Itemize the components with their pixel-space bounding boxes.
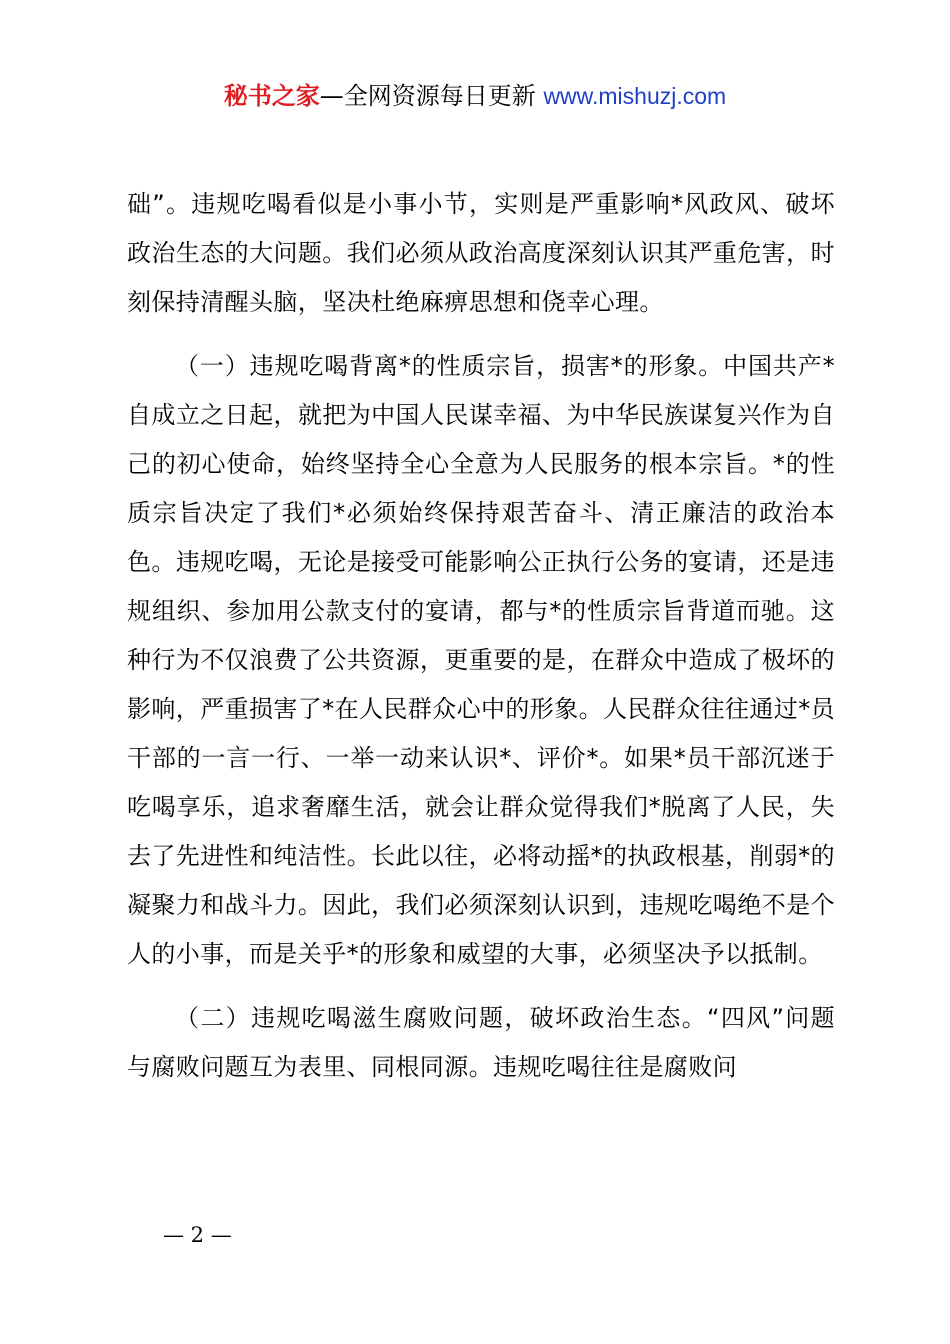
site-tagline: —全网资源每日更新 [319, 82, 544, 110]
paragraph-continuation: 础”。违规吃喝看似是小事小节，实则是严重影响*风政风、破坏政治生态的大问题。我们必须从政治高度深刻认识其严重危害，时刻保持清醒头脑，坚决杜绝麻痹思想和侥幸心理。 [127, 190, 835, 316]
site-url-link[interactable]: www.mishuzj.com [543, 83, 727, 109]
document-body [127, 180, 835, 1092]
paragraph-section-one: （一）违规吃喝背离*的性质宗旨，损害*的形象。中国共产*自成立之日起，就把为中国人民谋幸福、为中华民族谋复兴作为自己的初心使命，始终坚持全心全意为人民服务的根本宗旨。*的性质宗旨决定了我们*必须始终保持艰苦奋斗、清正廉洁的政治本色。违规吃喝，无论是接受可能影响公正执行公务的宴请，还是违规组织、参加用公款支付的宴请，都与*的性质宗旨背道而驰。这种行为不仅浪费了公共资源，更重要的是，在群众中造成了极坏的影响，严重损害了*在人民群众心中的形象。人民群众往往通过*员干部的一言一行、一举一动来认识*、评价*。如果*员干部沉迷于吃喝享乐，追求奢靡生活，就会让群众觉得我们*脱离了人民，失去了先进性和纯洁性。长此以往，必将动摇*的执政根基，削弱*的凝聚力和战斗力。因此，我们必须深刻认识到，违规吃喝绝不是个人的小事，而是关乎*的形象和威望的大事，必须坚决予以抵制。 [127, 352, 835, 968]
site-header [0, 78, 950, 114]
site-brand: 秘书之家 [223, 82, 320, 110]
paragraph-section-two: （二）违规吃喝滋生腐败问题，破坏政治生态。“四风”问题与腐败问题互为表里、同根同源。违规吃喝往往是腐败问 [127, 1004, 835, 1081]
page-number: — 2 — [163, 1223, 232, 1247]
